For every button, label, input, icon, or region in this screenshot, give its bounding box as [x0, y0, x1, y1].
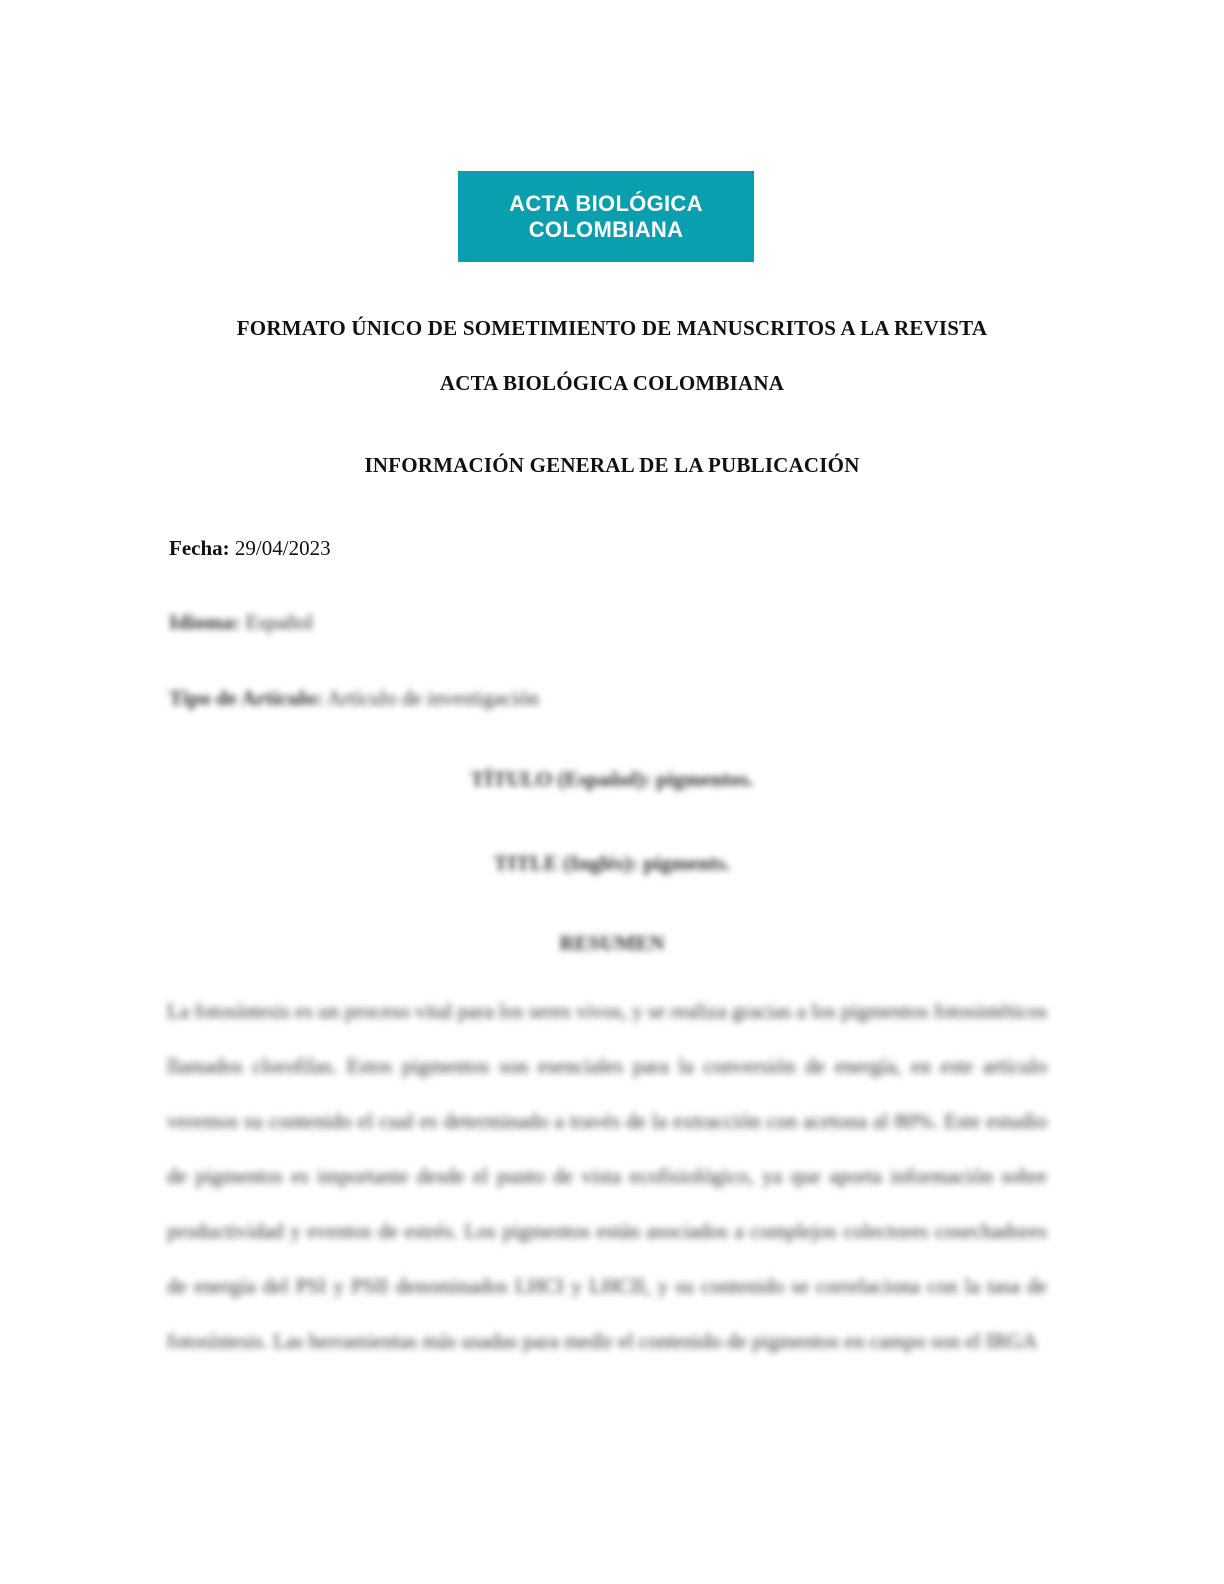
- fecha-value: 29/04/2023: [234, 536, 331, 560]
- tipo-articulo-field: [169, 686, 539, 711]
- logo-line-2: COLOMBIANA: [528, 216, 684, 242]
- titulo-espanol: TÍTULO (Español): pigmentos.: [470, 767, 754, 791]
- journal-logo: [458, 171, 754, 262]
- logo-line-1: ACTA BIOLÓGICA: [509, 190, 703, 216]
- form-title-line-2: ACTA BIOLÓGICA COLOMBIANA: [439, 371, 785, 395]
- section-title: INFORMACIÓN GENERAL DE LA PUBLICACIÓN: [364, 453, 860, 477]
- form-title-line-1: FORMATO ÚNICO DE SOMETIMIENTO DE MANUSCRITOS A LA REVISTA: [236, 316, 988, 340]
- idioma-value: Español: [245, 610, 314, 634]
- title-ingles: TITLE (Inglés): pigments.: [493, 851, 731, 875]
- tipo-value: Artículo de investigación: [326, 686, 539, 710]
- idioma-label: Idioma:: [169, 610, 241, 634]
- idioma-field: [169, 610, 313, 635]
- abstract-text: La fotosíntesis es un proceso vital para los seres vivos, y se realiza gracias a los pigmentos fotosintéticos llamados clorofilas. Estos pigmentos son esenciales para la conversión de energía, en este artículo veremos su contenido el cual es determinado a través de la extracción con acetona al 80%. Este estudio de pigmentos es importante desde el punto de vista ecofisiológico, ya que aporta información sobre productividad y eventos de estrés. Los pigmentos están asociados a complejos colectores cosechadores de energía del PSI y PSII denominados LHCI y LHCII, y su contenido se correlaciona con la tasa de fotosíntesis. Las herramientas más usadas para medir el contenido de pigmentos en campo son el IRGA: [167, 999, 1047, 1353]
- fecha-label: Fecha:: [169, 536, 230, 560]
- tipo-label: Tipo de Artículo:: [169, 686, 323, 710]
- fecha-field: [169, 536, 331, 561]
- resumen-heading: RESUMEN: [559, 931, 665, 955]
